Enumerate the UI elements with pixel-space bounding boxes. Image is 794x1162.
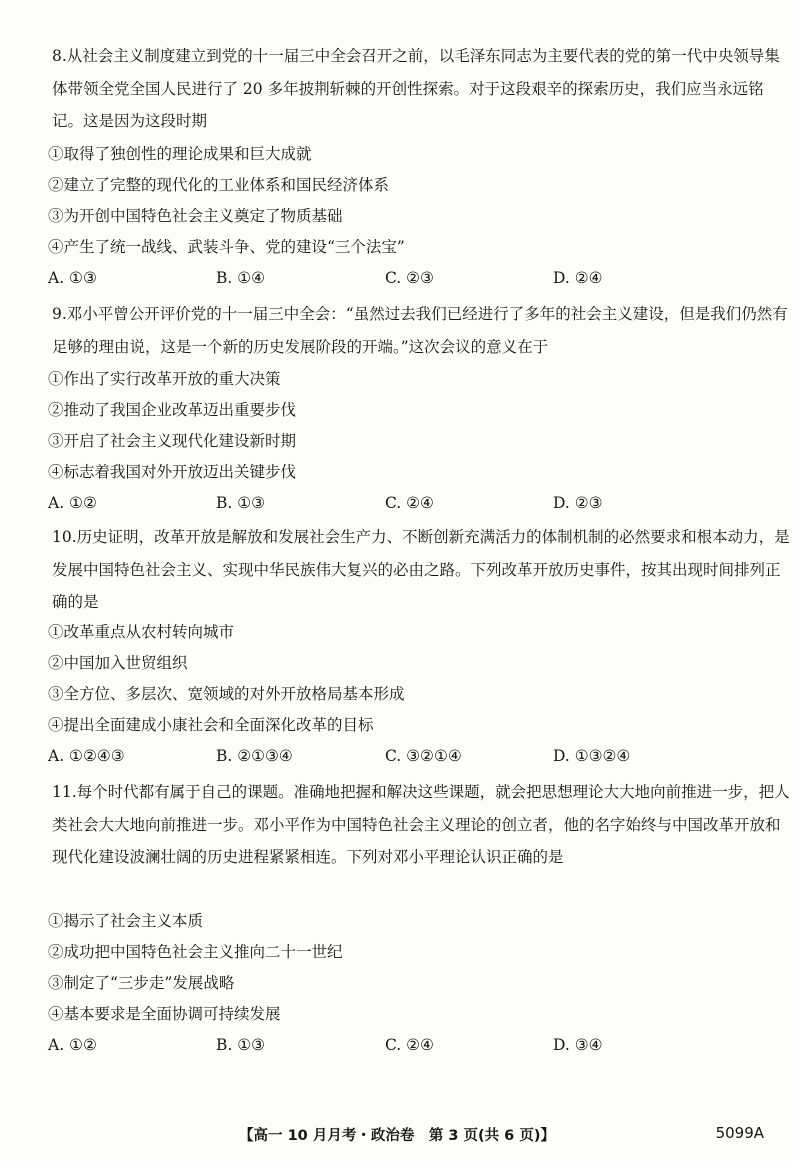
choice-d: D. ①③②④ — [553, 747, 631, 765]
choice-c: C. ②④ — [385, 494, 434, 512]
question-9-options — [30, 364, 770, 519]
answer-choices — [30, 263, 770, 294]
choice-c: C. ②③ — [385, 269, 434, 287]
question-11 — [30, 776, 792, 874]
option-item: ②成功把中国特色社会主义推向二十一世纪 — [48, 943, 343, 961]
option-item: ②中国加入世贸组织 — [48, 654, 188, 672]
answer-choices — [30, 1030, 770, 1061]
option-item: ③开启了社会主义现代化建设新时期 — [48, 432, 297, 450]
answer-choices — [30, 488, 770, 519]
choice-b: B. ①④ — [216, 269, 266, 287]
question-stem: 9.邓小平曾公开评价党的十一届三中全会：“虽然过去我们已经进行了多年的社会主义建设，但是我们仍然有足够的理由说，这是一个新的历史发展阶段的开端。”这次会议的意义在于 — [52, 305, 788, 356]
choice-d: D. ③④ — [553, 1036, 603, 1054]
question-stem: 8.从社会主义制度建立到党的十一届三中全会召开之前，以毛泽东同志为主要代表的党的第一代中央领导集体带领全党全国人民进行了 20 多年披荆斩棘的开创性探索。对于这段艰辛的探索历史，我们应当永远铭记。这是因为这段时期 — [52, 47, 780, 130]
question-11-options — [30, 906, 770, 1061]
question-10 — [30, 521, 792, 619]
choice-d: D. ②④ — [553, 269, 603, 287]
question-10-options — [30, 617, 770, 772]
choice-b: B. ②①③④ — [216, 747, 293, 765]
option-item: ④基本要求是全面协调可持续发展 — [48, 1005, 281, 1023]
option-item: ①改革重点从农村转向城市 — [48, 623, 235, 641]
option-item: ③为开创中国特色社会主义奠定了物质基础 — [48, 207, 343, 225]
footer-page-info: 【高一 10 月月考・政治卷 第 3 页(共 6 页)】 — [239, 1128, 555, 1144]
option-item: ③全方位、多层次、宽领域的对外开放格局基本形成 — [48, 685, 405, 703]
option-item: ④提出全面建成小康社会和全面深化改革的目标 — [48, 716, 374, 734]
footer-exam-code: 5099A — [715, 1124, 764, 1142]
option-item: ②推动了我国企业改革迈出重要步伐 — [48, 401, 297, 419]
option-item: ①作出了实行改革开放的重大决策 — [48, 370, 281, 388]
choice-c: C. ③②①④ — [385, 747, 462, 765]
choice-c: C. ②④ — [385, 1036, 434, 1054]
question-stem: 10.历史证明，改革开放是解放和发展社会生产力、不断创新充满活力的体制机制的必然要求和根本动力，是发展中国特色社会主义、实现中华民族伟大复兴的必由之路。下列改革开放历史事件，按其出现时间排列正确的是 — [52, 528, 790, 611]
option-item: ④标志着我国对外开放迈出关键步伐 — [48, 463, 297, 481]
choice-b: B. ①③ — [216, 1036, 266, 1054]
question-stem: 11.每个时代都有属于自己的课题。准确地把握和解决这些课题，就会把思想理论大大地向前推进一步，把人类社会大大地向前推进一步。邓小平作为中国特色社会主义理论的创立者，他的名字始终与中国改革开放和现代化建设波澜壮阔的历史进程紧紧相连。下列对邓小平理论认识正确的是 — [52, 783, 790, 866]
option-item: ④产生了统一战线、武装斗争、党的建设“三个法宝” — [48, 238, 405, 256]
choice-d: D. ②③ — [553, 494, 603, 512]
choice-a: A. ①③ — [48, 269, 97, 287]
page-footer — [0, 1124, 794, 1148]
question-8-options — [30, 139, 770, 294]
option-item: ①取得了独创性的理论成果和巨大成就 — [48, 145, 312, 163]
answer-choices — [30, 741, 770, 772]
question-8 — [30, 40, 792, 138]
choice-a: A. ①② — [48, 494, 97, 512]
choice-a: A. ①②④③ — [48, 747, 125, 765]
option-item: ①揭示了社会主义本质 — [48, 912, 204, 930]
question-9 — [30, 298, 792, 363]
choice-a: A. ①② — [48, 1036, 97, 1054]
option-item: ②建立了完整的现代化的工业体系和国民经济体系 — [48, 176, 390, 194]
option-item: ③制定了“三步走”发展战略 — [48, 974, 235, 992]
choice-b: B. ①③ — [216, 494, 266, 512]
